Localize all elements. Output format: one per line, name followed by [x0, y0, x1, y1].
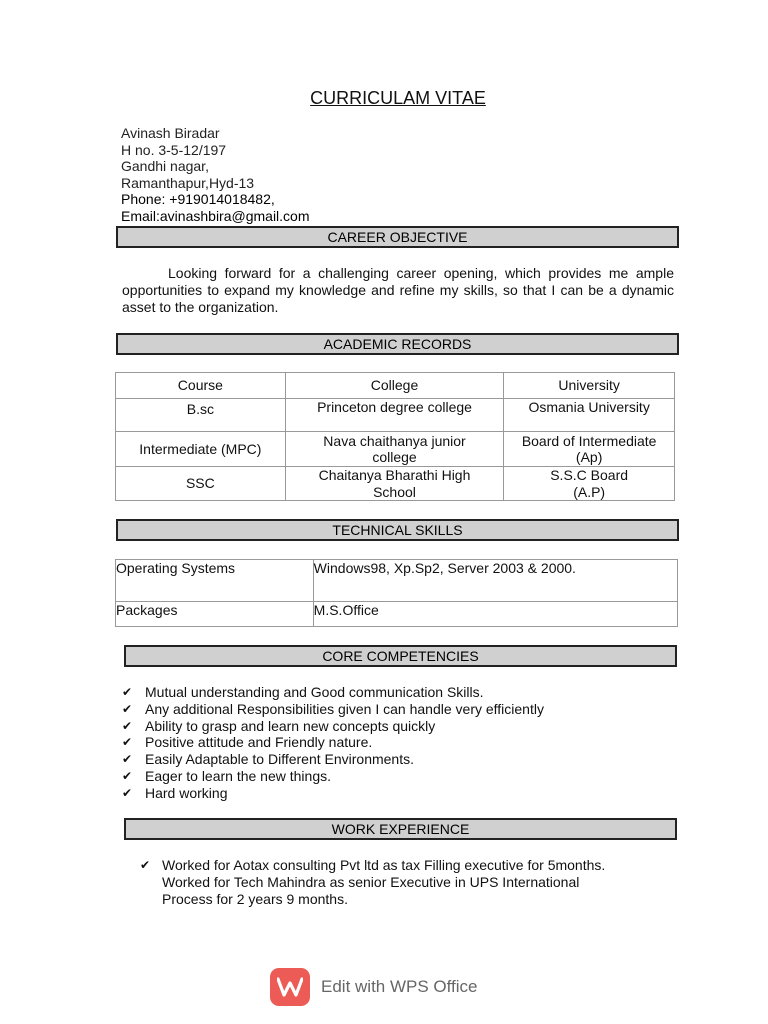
address-line-1: H no. 3-5-12/197 [121, 141, 227, 158]
wps-office-logo-icon [270, 968, 310, 1006]
core-competencies-header: CORE COMPETENCIES [124, 645, 677, 667]
table-row [116, 467, 675, 501]
list-item-text: Any additional Responsibilities given I can handle very efficiently [145, 700, 544, 717]
check-icon: ✔ [122, 685, 133, 699]
skill-label-cell: Packages [116, 602, 314, 627]
list-item [122, 768, 544, 785]
check-icon: ✔ [122, 752, 133, 767]
contact-block [121, 125, 310, 225]
university-cell: Board of Intermediate (Ap) [504, 432, 675, 467]
work-experience-line-2: Worked for Tech Mahindra as senior Executive in UPS International [162, 874, 580, 890]
work-experience-line-1: Worked for Aotax consulting Pvt ltd as tax Filling executive for 5months. [162, 857, 606, 873]
skill-label-cell: Operating Systems [116, 560, 314, 602]
college-cell: Princeton degree college [285, 399, 504, 432]
table-row [116, 560, 678, 602]
work-experience-text [162, 857, 682, 908]
academic-records-header: ACADEMIC RECORDS [116, 333, 679, 355]
list-item-text: Eager to learn the new things. [145, 767, 332, 784]
college-cell: Nava chaithanya junior college [285, 432, 504, 467]
list-item-text: Mutual understanding and Good communication Skills. [145, 684, 484, 700]
list-item [122, 751, 544, 768]
list-item [122, 684, 544, 701]
list-item-text: Hard working [145, 784, 228, 801]
check-icon: ✔ [122, 735, 133, 750]
list-item [122, 785, 544, 802]
college-cell: Chaitanya Bharathi High School [285, 467, 504, 501]
list-item [122, 701, 544, 718]
table-row [116, 399, 675, 432]
table-row [116, 432, 675, 467]
table-row [116, 602, 678, 627]
address-line-3: Ramanthapur,Hyd-13 [121, 174, 255, 191]
address-line-2: Gandhi nagar, [121, 158, 209, 175]
career-objective-header: CAREER OBJECTIVE [116, 226, 679, 248]
check-icon: ✔ [122, 701, 133, 716]
check-icon: ✔ [122, 718, 133, 733]
work-experience-line-3: Process for 2 years 9 months. [162, 891, 348, 907]
work-experience-header: WORK EXPERIENCE [124, 818, 677, 840]
university-cell: Osmania University [504, 399, 675, 432]
course-cell: Intermediate (MPC) [116, 432, 286, 467]
university-cell: S.S.C Board (A.P) [504, 467, 675, 501]
candidate-name: Avinash Biradar [121, 125, 220, 141]
edit-with-wps-label[interactable]: Edit with WPS Office [321, 977, 478, 996]
check-icon: ✔ [122, 768, 133, 783]
list-item-text: Easily Adaptable to Different Environments. [145, 751, 415, 768]
skill-value-cell: M.S.Office [313, 602, 677, 627]
course-cell: B.sc [116, 399, 286, 432]
list-item [122, 718, 544, 735]
document-title: CURRICULAM VITAE [310, 88, 486, 108]
list-item [122, 734, 544, 751]
career-objective-body: Looking forward for a challenging career opening, which provides me ample opportunities to expand my knowledge and refine my skills, so that I can be a dynamic asset to the organization. [122, 265, 674, 315]
column-header-course: Course [116, 373, 286, 399]
list-item-text: Ability to grasp and learn new concepts quickly [145, 717, 436, 734]
column-header-college: College [285, 373, 504, 399]
academic-records-table [115, 372, 675, 501]
check-icon: ✔ [140, 858, 151, 872]
technical-skills-table [115, 559, 678, 627]
phone-number: Phone: +919014018482, [121, 191, 275, 208]
core-competencies-list [122, 684, 544, 802]
list-item-text: Positive attitude and Friendly nature. [145, 734, 373, 751]
career-objective-text [122, 265, 674, 316]
technical-skills-header: TECHNICAL SKILLS [116, 519, 679, 541]
email-address: Email:avinashbira@gmail.com [121, 207, 310, 224]
skill-value-cell: Windows98, Xp.Sp2, Server 2003 & 2000. [313, 560, 677, 602]
column-header-university: University [504, 373, 675, 399]
table-header-row [116, 373, 675, 399]
check-icon: ✔ [122, 785, 133, 800]
course-cell: SSC [116, 467, 286, 501]
